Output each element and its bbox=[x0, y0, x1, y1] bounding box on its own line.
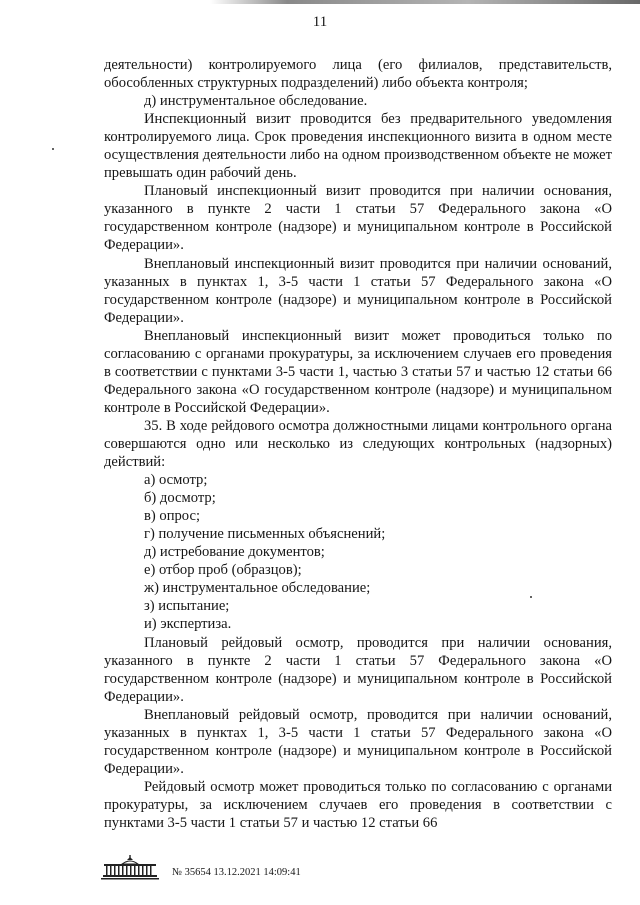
list-item: д) инструментальное обследование. bbox=[144, 93, 368, 110]
parliament-building-icon bbox=[100, 855, 160, 881]
list-item: а) осмотр; bbox=[144, 472, 208, 489]
scan-edge bbox=[210, 0, 640, 4]
list-item: з) испытание; bbox=[144, 598, 230, 615]
paragraph: 35. В ходе рейдового осмотра должностными лицами контрольного органа совершаются одно или несколько из следующих контрольных (надзорных) действий: bbox=[104, 417, 612, 471]
paragraph: Плановый инспекционный визит проводится при наличии основания, указанного в пункте 2 части 1 статьи 57 Федерального закона «О государственном контроле (надзоре) и муниципальном контроле в Российской Федерации». bbox=[104, 183, 612, 254]
paragraph: Рейдовый осмотр может проводиться только по согласованию с органами прокуратуры, за исключением случаев его проведения в соответствии с пунктами 3-5 части 1 статьи 57 и частью 12 статьи 66 bbox=[104, 778, 612, 831]
paragraph: Инспекционный визит проводится без предварительного уведомления контролируемого лица. Срок проведения инспекционного визита в одном месте осуществления деятельности либо на одном производственном объекте не может превышать один рабочий день. bbox=[104, 111, 612, 182]
list-item: ж) инструментальное обследование; bbox=[144, 580, 371, 597]
list-item: в) опрос; bbox=[144, 508, 200, 525]
list-item: и) экспертиза. bbox=[144, 616, 232, 633]
paragraph: Внеплановый рейдовый осмотр, проводится при наличии оснований, указанных в пунктах 1, 3-5 части 1 статьи 57 Федерального закона «О государственном контроле (надзоре) и муниципальном контроле в Российской Федерации». bbox=[104, 706, 612, 777]
registration-stamp: № 35654 13.12.2021 14:09:41 bbox=[172, 867, 301, 878]
list-item: д) истребование документов; bbox=[144, 544, 325, 561]
paragraph: Плановый рейдовый осмотр, проводится при наличии основания, указанного в пункте 2 части 1 статьи 57 Федерального закона «О государственном контроле (надзоре) и муниципальном контроле в Российской Федерации». bbox=[104, 634, 612, 705]
paragraph: деятельности) контролируемого лица (его филиалов, представительств, обособленных структурных подразделений) либо объекта контроля; bbox=[104, 57, 612, 92]
scan-speck bbox=[530, 596, 532, 598]
document-footer bbox=[100, 855, 460, 885]
document-body bbox=[104, 56, 612, 832]
list-item: б) досмотр; bbox=[144, 490, 216, 507]
paragraph: Внеплановый инспекционный визит может проводиться только по согласованию с органами прокуратуры, за исключением случаев его проведения в соответствии с пунктами 3-5 части 1, частью 3 статьи 57 и частью 12 статьи 66 Федерального закона «О государственном контроле (надзоре) и муниципальном контроле в Российской Федерации». bbox=[104, 327, 612, 416]
list-item: е) отбор проб (образцов); bbox=[144, 562, 302, 579]
page-number: 11 bbox=[312, 14, 328, 30]
scan-speck bbox=[52, 148, 54, 150]
list-item: г) получение письменных объяснений; bbox=[144, 526, 386, 543]
paragraph: Внеплановый инспекционный визит проводится при наличии оснований, указанных в пунктах 1, 3-5 части 1 статьи 57 Федерального закона «О государственном контроле (надзоре) и муниципальном контроле в Российской Федерации». bbox=[104, 255, 612, 326]
